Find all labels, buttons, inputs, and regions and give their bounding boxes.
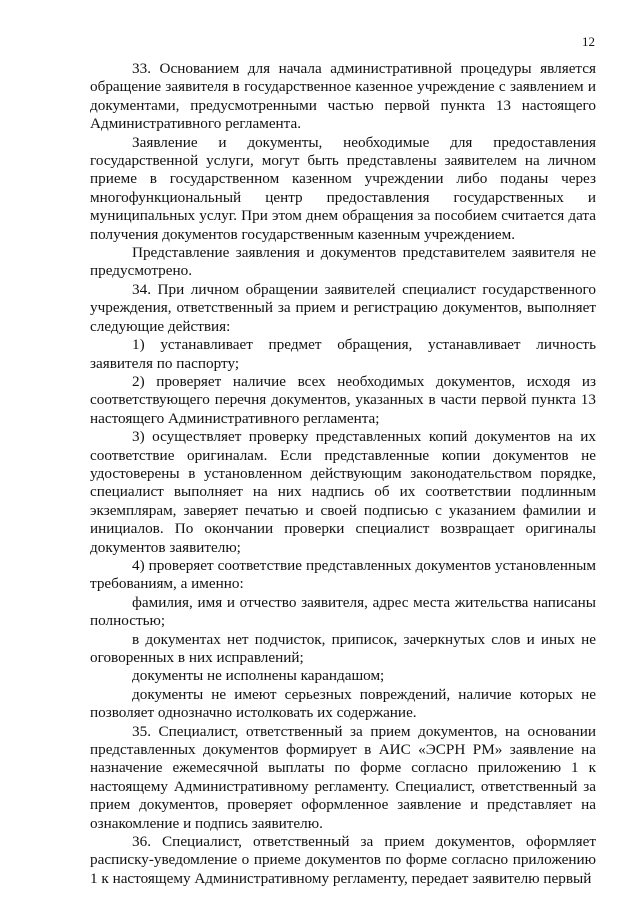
requirement-no-pencil: документы не исполнены карандашом; bbox=[132, 667, 385, 685]
paragraph-34: 34. При личном обращении заявителей специалист государственного учреждения, ответственный за прием и регистрацию документов, выполняет следующие действия: bbox=[90, 280, 596, 335]
paragraph-36: 36. Специалист, ответственный за прием документов, оформляет расписку-уведомление о приеме документов по форме согласно приложению 1 к настоящему Административному регламенту, передает заявителю первый bbox=[90, 833, 596, 887]
page-number: 12 bbox=[582, 34, 595, 49]
paragraph-application-documents: Заявление и документы, необходимые для предоставления государственной услуги, могут быть представлены заявителем на личном приеме в государственном казенном учреждении либо поданы через многофункциональный центр предоставления государственных и муниципальных услуг. При этом днем обращения за пособием считается дата получения документов государственным казенным учреждением. bbox=[90, 133, 596, 243]
paragraph-33: 33. Основанием для начала административной процедуры является обращение заявителя в государственное казенное учреждение с заявлением и документами, предусмотренными частью первой пункта 13 настоящего Административного регламента. bbox=[90, 60, 596, 133]
list-item-3: 3) осуществляет проверку представленных копий документов на их соответствие оригиналам. Если представленные копии документов не удостоверены в установленном действующим законодательством порядке, специалист выполняет на них надпись об их соответствии подлинным экземплярам, заверяет печатью и своей подписью с указанием фамилии и инициалов. По окончании проверки специалист возвращает оригиналы документов заявителю; bbox=[90, 428, 596, 556]
list-item-4: 4) проверяет соответствие представленных документов установленным требованиям, а именно: bbox=[90, 556, 596, 593]
requirement-no-damage: документы не имеют серьезных повреждений, наличие которых не позволяет однозначно истолковать их содержание. bbox=[90, 685, 596, 722]
list-item-2: 2) проверяет наличие всех необходимых документов, исходя из соответствующего перечня документов, указанных в части первой пункта 13 настоящего Административного регламента; bbox=[90, 372, 596, 427]
list-item-1: 1) устанавливает предмет обращения, устанавливает личность заявителя по паспорту; bbox=[90, 336, 596, 372]
requirement-no-erasures: в документах нет подчисток, приписок, зачеркнутых слов и иных не оговоренных в них исправлений; bbox=[90, 630, 596, 666]
paragraph-35: 35. Специалист, ответственный за прием документов, на основании представленных документов формирует в АИС «ЭСРН РМ» заявление на назначение ежемесячной выплаты по форме согласно приложению 1 к настоящему Административному регламенту. Специалист, ответственный за прием документов, проверяет оформленное заявление и представляет на ознакомление и подпись заявителю. bbox=[90, 722, 596, 832]
requirement-full-name: фамилия, имя и отчество заявителя, адрес места жительства написаны полностью; bbox=[90, 593, 596, 630]
document-body bbox=[90, 60, 596, 888]
paragraph-representative: Представление заявления и документов представителем заявителя не предусмотрено. bbox=[90, 244, 596, 280]
